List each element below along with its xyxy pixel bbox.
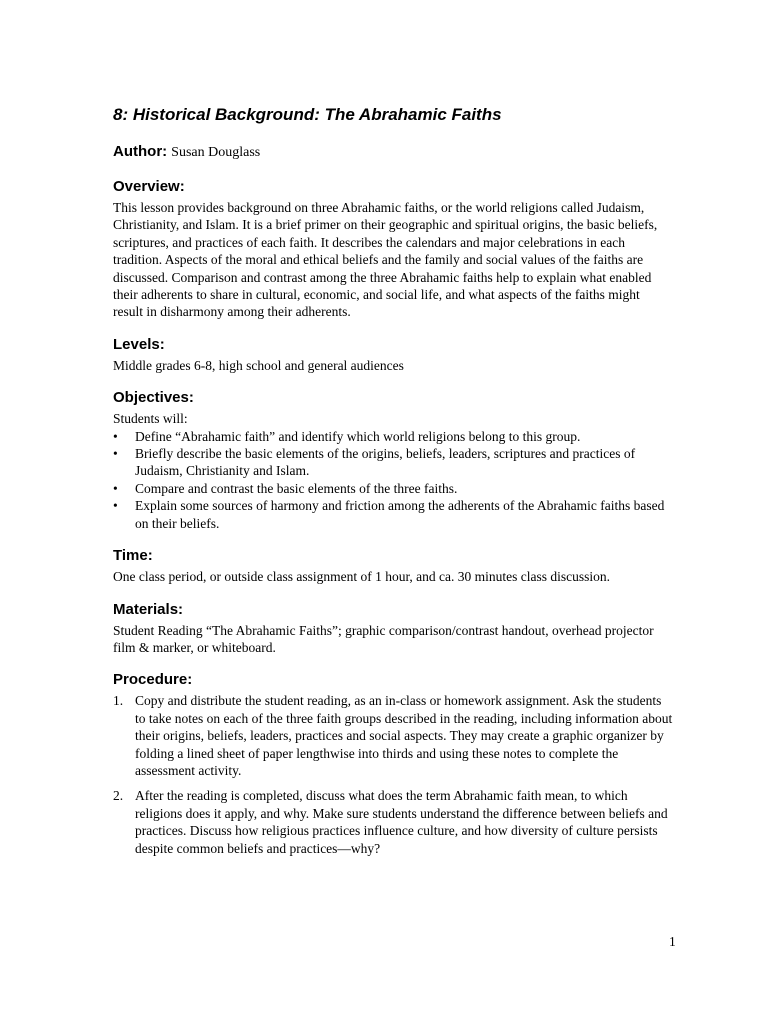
step-number: 1. [113,693,124,709]
author-name: Susan Douglass [171,145,261,160]
objective-text: Compare and contrast the basic elements of the three faiths. [135,480,458,496]
list-item [113,480,673,497]
overview-text: This lesson provides background on three Abrahamic faiths, or the world religions called Judaism, Christianity, and Islam. It is a brief primer on their geographic and spiritual origins, the basic beliefs, scriptures, and practices of each faith. It describes the calendars and major celebrations in each tradition. Aspects of the moral and ethical beliefs and the family and social values of the faiths are discussed. Comparison and contrast among the three Abrahamic faiths help to explain what enabled their adherents to share in cultural, economic, and social life, and what aspects of the faiths might result in disharmony among their adherents. [113,200,658,320]
list-item [113,787,673,857]
time-text: One class period, or outside class assignment of 1 hour, and ca. 30 minutes class discussion. [113,569,610,585]
levels-text: Middle grades 6-8, high school and general audiences [113,357,404,373]
author-label: Author: [113,143,168,160]
objectives-list [113,428,673,532]
objective-text: Explain some sources of harmony and friction among the adherents of the Abrahamic faiths based on their beliefs. [135,498,665,531]
procedure-list [113,692,673,857]
document-title: 8: Historical Background: The Abrahamic Faiths [113,105,502,124]
list-item [113,497,673,532]
page-content [113,104,673,865]
list-item [113,445,673,480]
bullet-icon: • [113,428,118,444]
time-heading: Time: [113,547,153,565]
bullet-icon: • [113,480,118,496]
step-text: Copy and distribute the student reading, as an in-class or homework assignment. Ask the students to take notes on each of the three faith groups described in the reading, including information about their origins, beliefs, leaders, practices and social aspects. They may create a graphic organizer by folding a lined sheet of paper lengthwise into thirds and using these notes to complete the assessment activity. [135,693,673,778]
objective-text: Define “Abrahamic faith” and identify which world religions belong to this group. [135,428,581,444]
procedure-heading: Procedure: [113,671,193,689]
materials-heading: Materials: [113,600,184,618]
bullet-icon: • [113,498,118,514]
overview-heading: Overview: [113,178,185,195]
levels-heading: Levels: [113,335,165,353]
page-number: 1 [669,934,676,949]
materials-text: Student Reading “The Abrahamic Faiths”; graphic comparison/contrast handout, overhead projector film & marker, or whiteboard. [113,622,654,655]
list-item [113,428,673,445]
objective-text: Briefly describe the basic elements of the origins, beliefs, leaders, scriptures and practices of Judaism, Christianity and Islam. [135,446,636,479]
bullet-icon: • [113,446,118,462]
step-text: After the reading is completed, discuss what does the term Abrahamic faith mean, to which religions does it apply, and why. Make sure students understand the difference between beliefs and practices. Discuss how religious practices influence culture, and how diversity of culture persists despite common beliefs and practices—why? [135,788,668,856]
objectives-intro: Students will: [113,411,188,427]
objectives-heading: Objectives: [113,389,194,407]
step-number: 2. [113,788,124,804]
author-line [113,142,673,163]
list-item [113,692,673,779]
